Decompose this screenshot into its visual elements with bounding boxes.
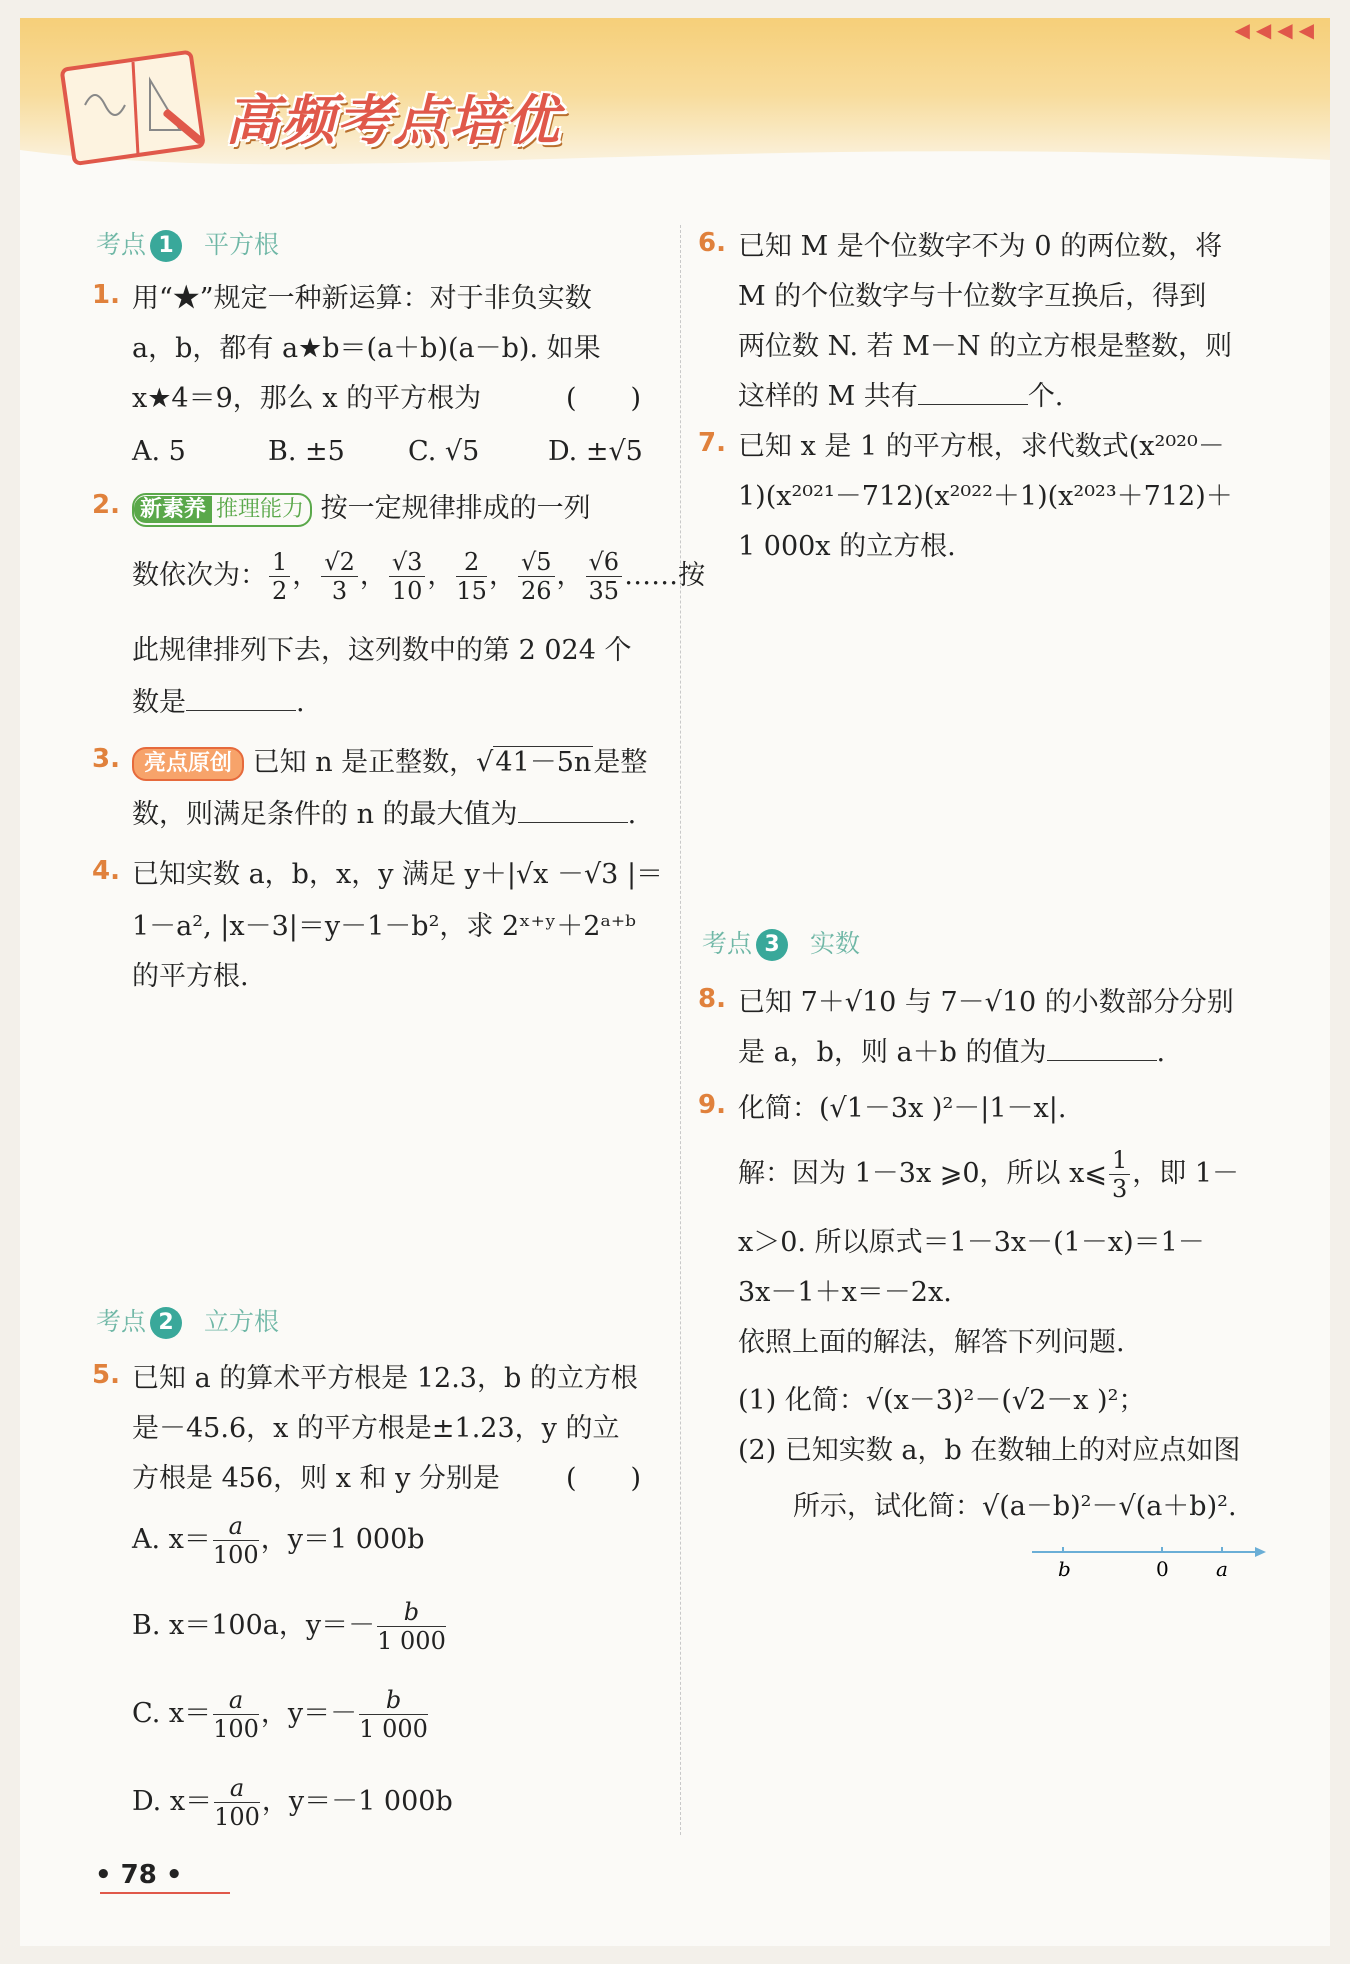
q5-line-3: 方根是 456，则 x 和 y 分别是 [132, 1463, 500, 1494]
q2-line-3: 此规律排列下去，这列数中的第 2 024 个 [132, 635, 632, 666]
q6-line-3: 两位数 N. 若 M－N 的立方根是整数，则 [738, 331, 1233, 362]
axis-label-a: a [1216, 1557, 1228, 1580]
question-number: 7. [698, 428, 726, 458]
q1-line-3: x★4＝9，那么 x 的平方根为 [132, 383, 482, 414]
section-label: 考点 [96, 230, 147, 259]
tag-new-literacy: 新素养 推理能力 [132, 493, 312, 527]
q5-option-a: A. x＝ $\frac{a}{100}$ ，y＝1 000b [132, 1512, 425, 1569]
q3-line-1: 亮点原创 已知 n 是正整数，√41－5n是整 [132, 740, 647, 781]
q9-solution-1: 解：因为 1－3x ⩾0，所以 x⩽ $\frac{1}{3}$ ，即 1－ [738, 1146, 1240, 1203]
q7-line-3: 1 000x 的立方根. [738, 531, 956, 562]
page-title: 高频考点培优 [225, 89, 561, 152]
q7-line-2: 1)(x²⁰²¹－712)(x²⁰²²＋1)(x²⁰²³＋712)＋ [738, 481, 1233, 512]
question-number: 4. [92, 856, 120, 886]
option-a: A. 5 [132, 436, 186, 467]
q5-option-b: B. x＝100a，y＝－ $\frac{b}{1 000}$ [132, 1598, 446, 1655]
q1-line-1: 用“★”规定一种新运算：对于非负实数 [132, 283, 592, 314]
section-topic: 平方根 [204, 230, 280, 259]
answer-paren: ( ) [566, 383, 642, 414]
column-divider [680, 225, 681, 1835]
answer-paren: ( ) [566, 1463, 642, 1494]
q2-line-1: 新素养 推理能力 按一定规律排成的一列 [132, 486, 591, 527]
option-c: C. √5 [408, 436, 480, 467]
number-line [1030, 1540, 1270, 1580]
q4-line-2: 1－a², |x－3|＝y－1－b²，求 2ˣ⁺ʸ＋2ᵃ⁺ᵇ [132, 911, 636, 942]
q9-part-2: (2) 已知实数 a，b 在数轴上的对应点如图 [738, 1435, 1241, 1466]
q1-line-2: a，b，都有 a★b＝(a＋b)(a－b). 如果 [132, 333, 601, 364]
q2-line-4: 数是 . [132, 687, 305, 718]
section-number: 1 [150, 230, 182, 262]
q5-option-c: C. x＝ $\frac{a}{100}$ ，y＝－ $\frac{b}{1 000}$ [132, 1686, 428, 1743]
section-1-header [96, 225, 279, 262]
q9-instruction: 依照上面的解法，解答下列问题. [738, 1327, 1125, 1358]
question-number: 1. [92, 280, 120, 310]
q3-line-2: 数，则满足条件的 n 的最大值为 . [132, 799, 637, 830]
question-number: 6. [698, 228, 726, 258]
q6-line-1: 已知 M 是个位数字不为 0 的两位数，将 [738, 231, 1223, 262]
q5-line-2: 是－45.6，x 的平方根是±1.23，y 的立 [132, 1413, 620, 1444]
axis-label-zero: 0 [1156, 1557, 1169, 1580]
q4-line-3: 的平方根. [132, 961, 249, 992]
book-icon [60, 50, 210, 170]
page-number: • 78 • [95, 1860, 183, 1890]
q5-option-d: D. x＝ $\frac{a}{100}$ ，y＝－1 000b [132, 1774, 453, 1831]
banner-wave [20, 110, 1330, 200]
section-3-header: 考点 3 实数 [702, 924, 860, 961]
q7-line-1: 已知 x 是 1 的平方根，求代数式(x²⁰²⁰－ [738, 431, 1225, 462]
q9-solution-3: 3x－1＋x＝－2x. [738, 1277, 952, 1308]
option-b: B. ±5 [268, 436, 345, 467]
q6-line-2: M 的个位数字与十位数字互换后，得到 [738, 281, 1207, 312]
q5-line-1: 已知 a 的算术平方根是 12.3，b 的立方根 [132, 1363, 638, 1394]
q8-line-2: 是 a，b，则 a＋b 的值为 . [738, 1037, 1166, 1068]
question-number: 9. [698, 1090, 726, 1120]
question-number: 3. [92, 744, 120, 774]
q9-solution-2: x＞0. 所以原式＝1－3x－(1－x)＝1－ [738, 1227, 1205, 1258]
q9-part-3: 所示，试化简：√(a－b)²－√(a＋b)². [793, 1491, 1237, 1522]
question-number: 2. [92, 490, 120, 520]
footer-line [100, 1892, 230, 1894]
q9-line-1: 化简：(√1－3x )²－|1－x|. [738, 1093, 1067, 1124]
option-d: D. ±√5 [548, 436, 643, 467]
q8-line-1: 已知 7＋√10 与 7－√10 的小数部分分别 [738, 987, 1234, 1018]
q2-line-2: 数依次为： $\frac{1}{2}$ ， $\frac{√2}{3}$ ， $\frac{√3}{10}$ ， $\frac{2}{15}$ ， $\frac{√5}{26}$ ， $\frac{√6}{35}$ ……按 [132, 548, 706, 605]
q4-line-1: 已知实数 a，b，x，y 满足 y＋|√x －√3 |＝ [132, 859, 664, 890]
tag-original: 亮点原创 [132, 747, 244, 781]
q9-part-1: (1) 化简：√(x－3)²－(√2－x )²； [738, 1385, 1146, 1416]
header-arrows: ◀◀◀◀ [1234, 18, 1320, 42]
question-number: 8. [698, 984, 726, 1014]
q6-line-4: 这样的 M 共有 个. [738, 381, 1064, 412]
axis-label-b: b [1058, 1557, 1071, 1580]
section-2-header: 考点 2 立方根 [96, 1302, 279, 1339]
question-number: 5. [92, 1360, 120, 1390]
